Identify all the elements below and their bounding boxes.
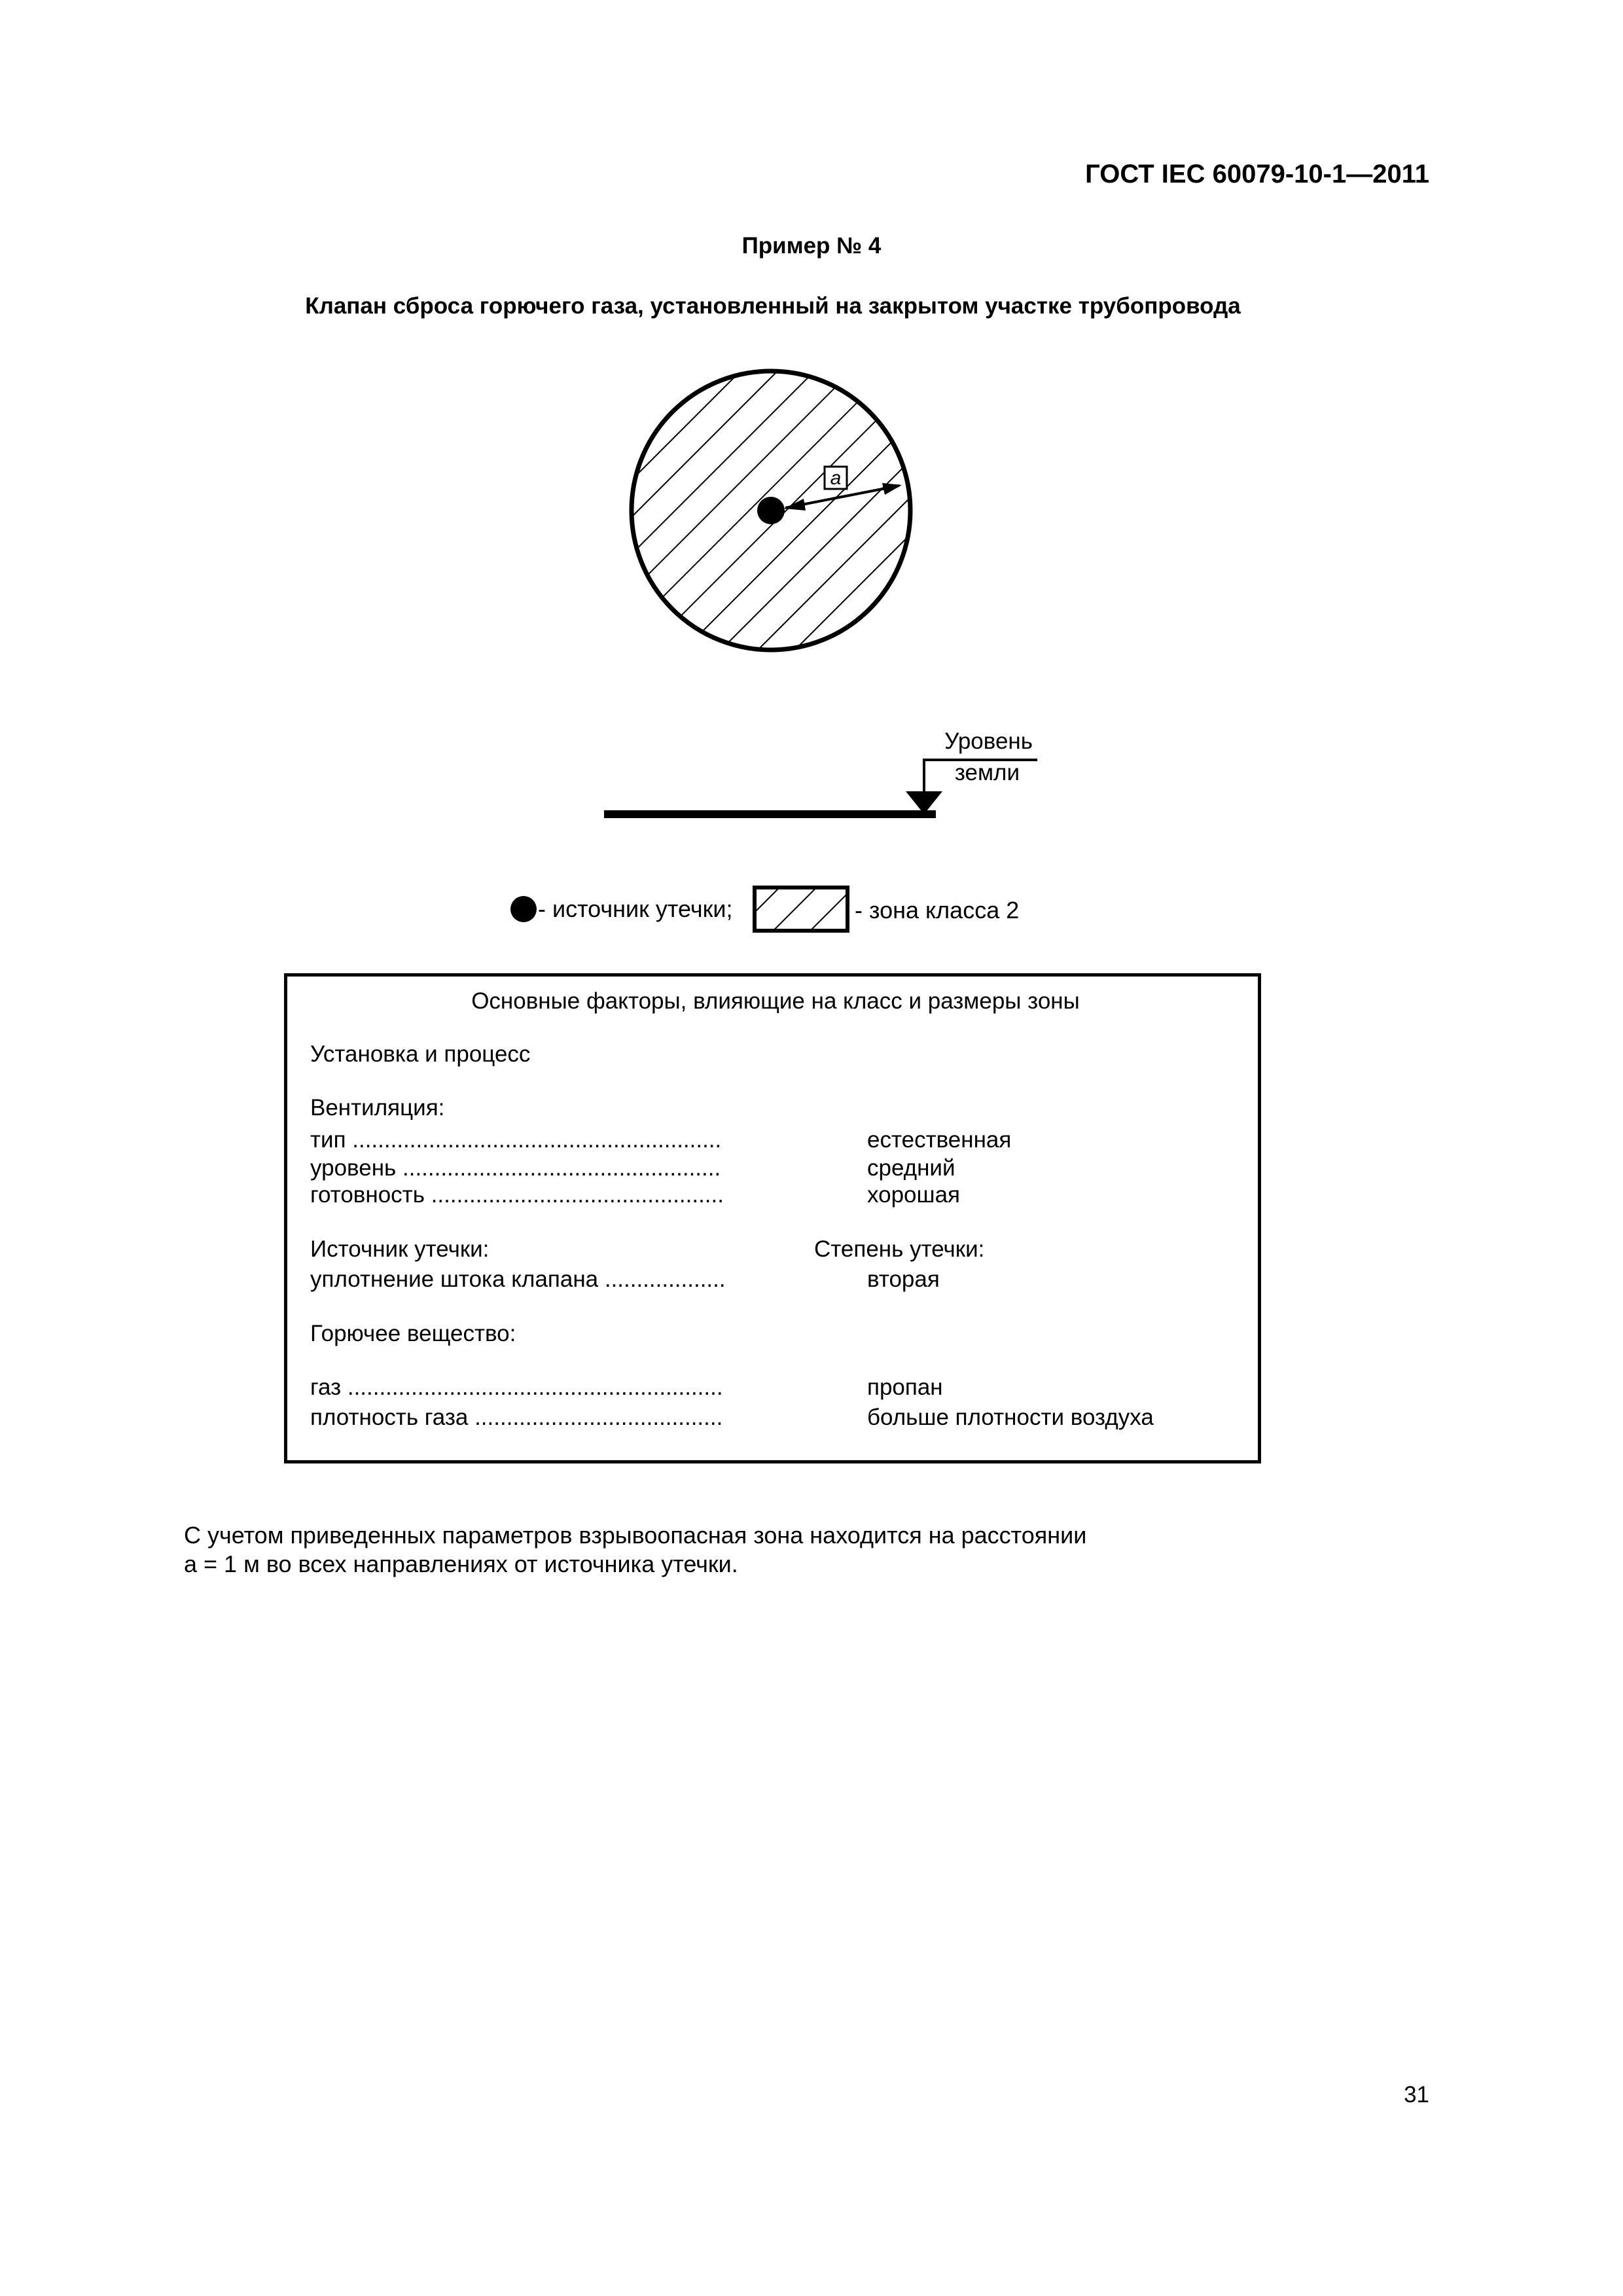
example-title: Пример № 4	[741, 233, 882, 259]
ground-level-label-line1: Уровень	[944, 728, 1033, 754]
legend-source-label: - источник утечки;	[538, 895, 733, 922]
ventilation-degree-value: средний	[867, 1155, 955, 1181]
page-number: 31	[1404, 2082, 1429, 2108]
source-heading: Источник утечки:	[310, 1236, 490, 1262]
factors-title: Основные факторы, влияющие на класс и размеры зоны	[471, 988, 1080, 1014]
ventilation-availability-value: хорошая	[867, 1182, 960, 1208]
ground-level-label-line2: земли	[954, 760, 1020, 785]
substance-heading: Горючее вещество:	[310, 1321, 516, 1346]
leak-source-dot	[757, 497, 785, 524]
ventilation-degree-label: уровень ..................................................	[310, 1155, 721, 1181]
ventilation-availability-label: готовность ..............................................	[310, 1182, 724, 1208]
substance-gas-label: газ ...........................................................	[310, 1374, 723, 1400]
installation-heading: Установка и процесс	[310, 1041, 531, 1067]
legend-zone-icon	[755, 888, 847, 931]
source-row-label: уплотнение штока клапана ...................	[310, 1266, 726, 1292]
radius-label: a	[830, 467, 842, 489]
standard-code: ГОСТ IEC 60079-10-1—2011	[1085, 160, 1429, 188]
gas-density-value: больше плотности воздуха	[867, 1405, 1154, 1430]
hazardous-zone-diagram	[0, 0, 1623, 956]
source-row-value: вторая	[867, 1266, 940, 1292]
substance-gas-value: пропан	[867, 1374, 943, 1400]
conclusion-line-1: С учетом приведенных параметров взрывоопасная зона находится на расстоянии	[184, 1522, 1087, 1549]
conclusion-line-2: a = 1 м во всех направлениях от источника утечки.	[184, 1551, 738, 1577]
conclusion-paragraph	[184, 1521, 1493, 1579]
legend-zone-label: - зона класса 2	[855, 897, 1020, 924]
ventilation-type-label: тип ..........................................................	[310, 1127, 722, 1153]
release-grade-heading: Степень утечки:	[814, 1236, 985, 1262]
ventilation-type-value: естественная	[867, 1127, 1012, 1153]
gas-density-label: плотность газа .......................................	[310, 1405, 723, 1430]
ventilation-heading: Вентиляция:	[310, 1095, 445, 1121]
example-subtitle: Клапан сброса горючего газа, установленный на закрытом участке трубопровода	[305, 293, 1241, 319]
legend-source-icon	[510, 896, 537, 922]
